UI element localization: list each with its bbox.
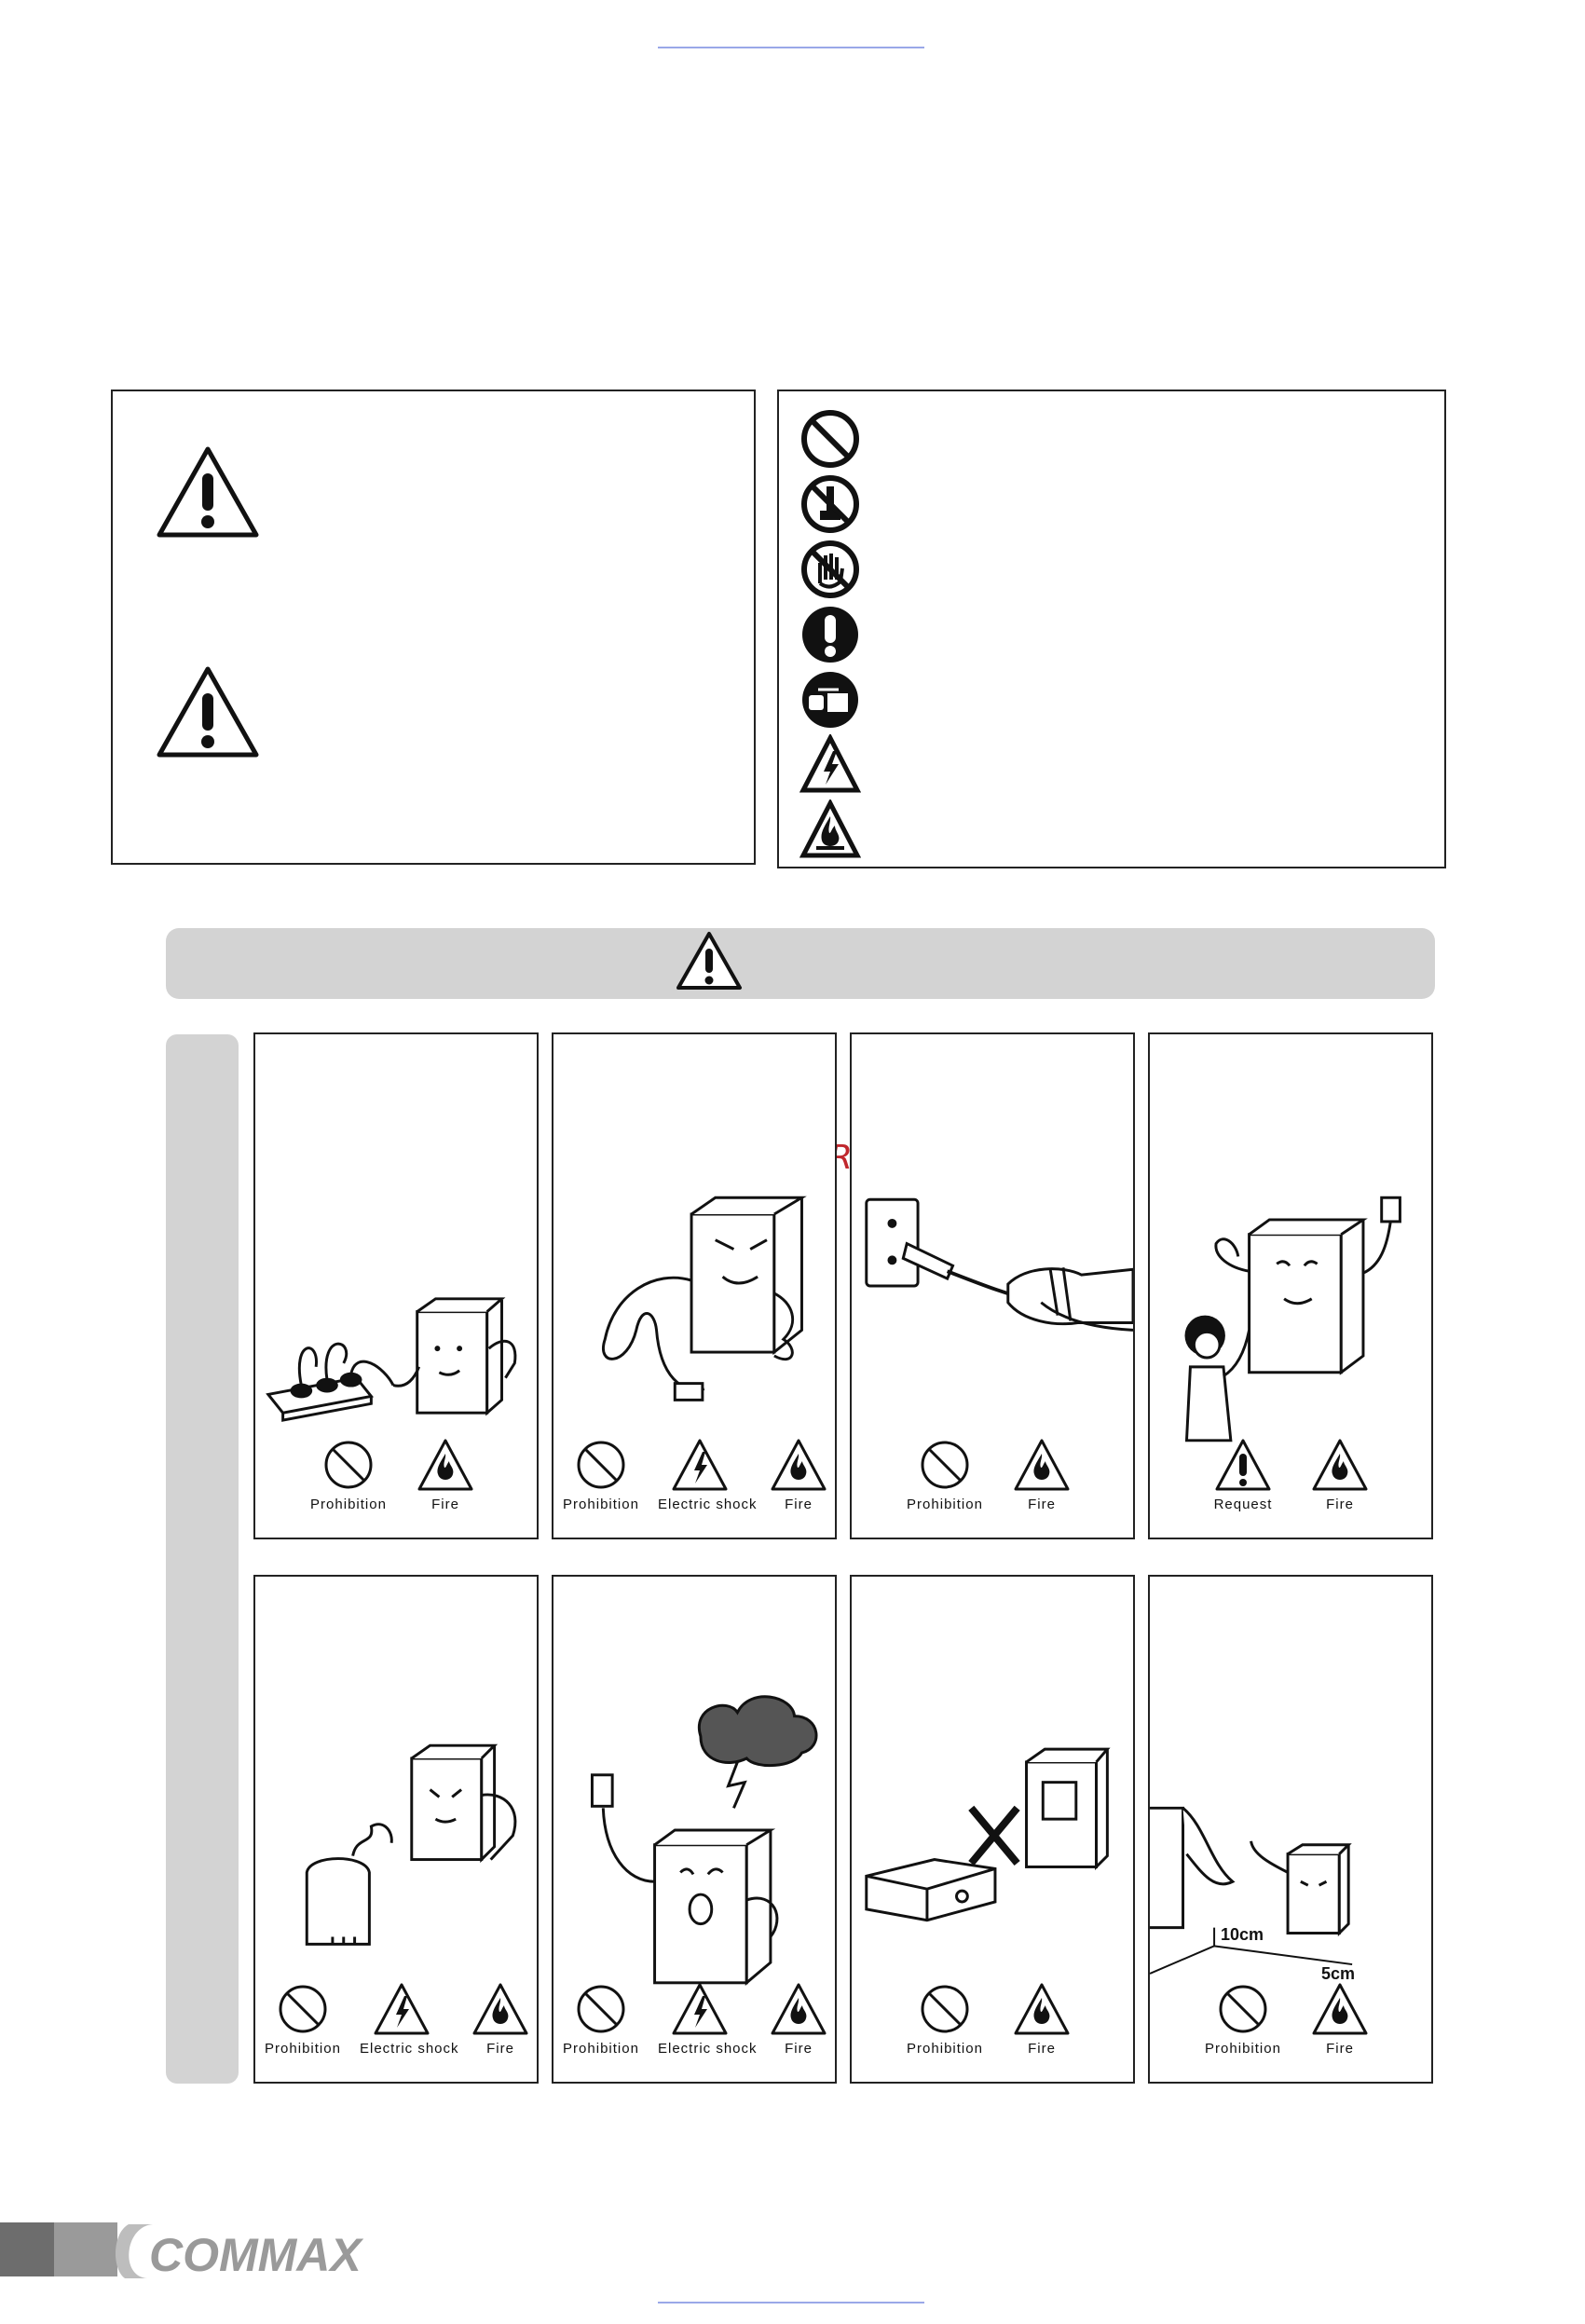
panel-captions: [553, 1437, 835, 1530]
caption-label: Prohibition: [265, 2041, 341, 2057]
warning-definition-box: [111, 390, 756, 865]
fire-icon: [769, 1437, 828, 1493]
caption-electric-shock: [360, 1981, 459, 2057]
request-icon: [1213, 1437, 1273, 1493]
caption-label: Fire: [1028, 1497, 1056, 1512]
prohibition-icon: [319, 1437, 378, 1493]
request-icon: [799, 604, 861, 665]
distance-label-10cm: 10cm: [1221, 1925, 1264, 1944]
warning-panel-heat-appliance: [850, 1575, 1135, 2084]
caption-prohibition: [559, 1981, 643, 2057]
fire-icon: [471, 1981, 530, 2037]
caption-label: Prohibition: [310, 1497, 387, 1512]
caption-prohibition: [898, 1981, 991, 2057]
section-sidebar: [166, 1034, 239, 2084]
panel-captions: [852, 1437, 1133, 1530]
prohibition-icon: [571, 1981, 631, 2037]
warning-panel-installation-request: [1148, 1032, 1433, 1539]
caption-label: Fire: [1326, 1497, 1354, 1512]
caption-label: Prohibition: [907, 2041, 983, 2057]
no-touch-icon: [799, 539, 861, 600]
caption-fire: [1293, 1981, 1387, 2057]
warning-panel-clearance: [1148, 1575, 1433, 2084]
caption-label: Fire: [1326, 2041, 1354, 2057]
caption-fire: [995, 1981, 1088, 2057]
caption-label: Prohibition: [563, 1497, 639, 1512]
caption-label: Fire: [1028, 2041, 1056, 2057]
fire-icon: [1012, 1981, 1072, 2037]
caption-label: Fire: [785, 2041, 813, 2057]
electric-shock-icon: [670, 1981, 730, 2037]
caption-fire: [757, 1981, 837, 2057]
caption-label: Request: [1213, 1497, 1273, 1512]
prohibition-icon: [799, 408, 861, 470]
caption-label: Electric shock: [360, 2041, 459, 2057]
unplug-icon: [799, 669, 861, 731]
caption-label: Prohibition: [1205, 2041, 1281, 2057]
electric-shock-icon: [799, 734, 861, 796]
caution-triangle-icon: [154, 663, 262, 760]
fire-icon: [1012, 1437, 1072, 1493]
prohibition-icon: [273, 1981, 333, 2037]
symbols-legend-box: [777, 390, 1446, 868]
warning-banner: [166, 928, 1435, 999]
caption-fire: [757, 1437, 837, 1512]
panel-captions: [1150, 1981, 1431, 2074]
caption-electric-shock: [658, 1981, 758, 2057]
bottom-rule: [658, 2302, 924, 2303]
fire-icon: [1310, 1981, 1370, 2037]
prohibition-icon: [915, 1437, 975, 1493]
electric-shock-icon: [372, 1981, 431, 2037]
caption-prohibition: [302, 1437, 395, 1512]
caption-label: Fire: [431, 1497, 459, 1512]
caption-prohibition: [559, 1437, 643, 1512]
panel-captions: [1150, 1437, 1431, 1530]
electric-shock-icon: [670, 1437, 730, 1493]
caption-label: Prohibition: [907, 1497, 983, 1512]
panel-captions: [852, 1981, 1133, 2074]
panel-captions: [255, 1437, 537, 1530]
caption-prohibition: [898, 1437, 991, 1512]
prohibition-icon: [1213, 1981, 1273, 2037]
warning-triangle-icon: [154, 444, 262, 540]
warning-panel-pull-plug: [850, 1032, 1135, 1539]
caption-label: Fire: [486, 2041, 514, 2057]
caption-electric-shock: [658, 1437, 758, 1512]
footer-dark-block: [0, 2222, 54, 2276]
fire-icon: [769, 1981, 828, 2037]
top-rule: [658, 47, 924, 48]
fire-icon: [799, 800, 861, 861]
caption-request: [1196, 1437, 1290, 1512]
panel-captions: [255, 1981, 537, 2074]
caption-label: Prohibition: [563, 2041, 639, 2057]
prohibition-icon: [571, 1437, 631, 1493]
footer-mid-block: [54, 2222, 117, 2276]
prohibition-icon: [915, 1981, 975, 2037]
warning-panel-damaged-cord: [552, 1032, 837, 1539]
warning-panel-power-strip: [253, 1032, 539, 1539]
panel-captions: [553, 1981, 835, 2074]
caption-fire: [458, 1981, 539, 2057]
fire-icon: [416, 1437, 475, 1493]
caption-label: Electric shock: [658, 1497, 758, 1512]
caption-prohibition: [1196, 1981, 1290, 2057]
logo-text: COMMAX: [149, 2229, 362, 2280]
caption-label: Electric shock: [658, 2041, 758, 2057]
caption-label: Fire: [785, 1497, 813, 1512]
caption-fire: [399, 1437, 492, 1512]
warning-panel-smoke: [552, 1575, 837, 2084]
commax-logo: [116, 2222, 414, 2280]
caption-fire: [995, 1437, 1088, 1512]
warning-triangle-icon: [675, 930, 744, 996]
warning-panel-humidifier: [253, 1575, 539, 2084]
distance-label-5cm: 5cm: [1321, 1964, 1356, 1983]
no-disassembly-icon: [799, 473, 861, 535]
caption-prohibition: [261, 1981, 345, 2057]
fire-icon: [1310, 1437, 1370, 1493]
caption-fire: [1293, 1437, 1387, 1512]
